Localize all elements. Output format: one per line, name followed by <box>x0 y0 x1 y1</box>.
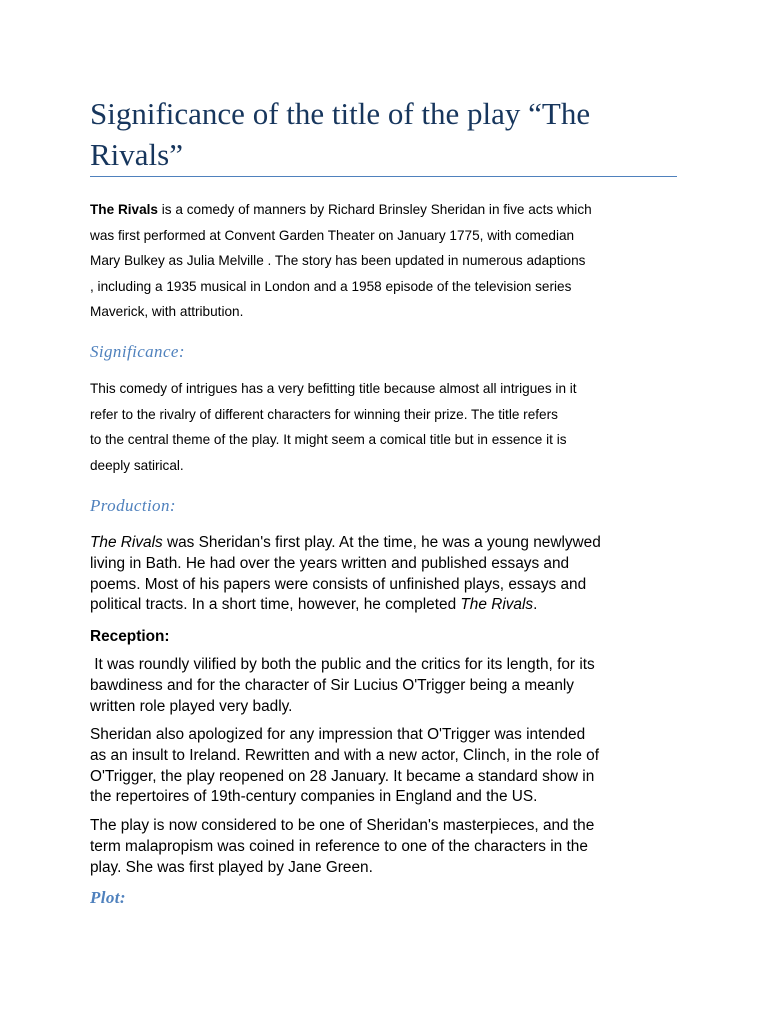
intro-line-2: was first performed at Convent Garden Theater on January 1775, with comedian <box>90 227 575 243</box>
intro-line-1 <box>90 197 690 223</box>
production-line-4 <box>90 595 690 616</box>
intro-line-5: Maverick, with attribution. <box>90 304 244 320</box>
reception-p2-line-4: the repertoires of 19th-century companies in England and the US. <box>90 788 538 806</box>
intro-bold-lead: The Rivals <box>90 202 158 217</box>
reception-p1-line-2: bawdiness and for the character of Sir Lucius O'Trigger being a meanly <box>90 676 575 694</box>
significance-line-2: refer to the rivalry of different characters for winning their prize. The title refers <box>90 406 558 422</box>
production-heading: Production: <box>90 496 176 515</box>
intro-paragraph <box>90 197 690 325</box>
intro-line-1-rest: is a comedy of manners by Richard Brinsley Sheridan in five acts which <box>158 202 592 217</box>
significance-paragraph <box>90 376 690 478</box>
production-paragraph <box>90 533 690 616</box>
production-line-1-rest: was Sheridan's first play. At the time, he was a young newlywed <box>162 534 601 551</box>
reception-paragraph-1 <box>90 655 690 717</box>
title-line-2: Rivals” <box>90 137 183 172</box>
production-line-4-start: political tracts. In a short time, however, he completed <box>90 596 461 614</box>
significance-heading: Significance: <box>90 342 185 361</box>
production-line-4-italic: The Rivals <box>460 596 534 614</box>
intro-line-3: Mary Bulkey as Julia Melville . The story has been updated in numerous adaptions <box>90 253 586 269</box>
reception-p2-line-1: Sheridan also apologized for any impression that O'Trigger was intended <box>90 726 586 743</box>
reception-p1-line-3: written role played very badly. <box>90 697 293 715</box>
significance-line-3: to the central theme of the play. It might seem a comical title but in essence it is <box>90 432 567 448</box>
reception-paragraph-3 <box>90 816 690 878</box>
plot-heading: Plot: <box>90 888 126 907</box>
reception-p1-line-1: It was roundly vilified by both the public and the critics for its length, for its <box>90 656 595 673</box>
reception-heading: Reception: <box>90 628 170 645</box>
significance-line-4: deeply satirical. <box>90 457 184 473</box>
intro-line-4: , including a 1935 musical in London and a 1958 episode of the television series <box>90 278 572 294</box>
reception-p2-line-3: O'Trigger, the play reopened on 28 January. It became a standard show in <box>90 767 595 785</box>
reception-p3-line-1: The play is now considered to be one of Sheridan's masterpieces, and the <box>90 817 595 834</box>
production-italic-title: The Rivals <box>90 534 163 551</box>
production-line-3: poems. Most of his papers were consists of unfinished plays, essays and <box>90 575 587 593</box>
title-line-1: Significance of the title of the play “The <box>90 96 591 131</box>
reception-p3-line-2: term malapropism was coined in reference to one of the characters in the <box>90 837 588 855</box>
reception-p3-line-3: play. She was first played by Jane Green. <box>90 858 373 876</box>
reception-p2-line-2: as an insult to Ireland. Rewritten and with a new actor, Clinch, in the role of <box>90 746 600 764</box>
production-line-2: living in Bath. He had over the years written and published essays and <box>90 554 570 572</box>
production-line-4-end: . <box>533 596 538 614</box>
production-line-1 <box>90 533 690 554</box>
significance-line-1: This comedy of intrigues has a very befitting title because almost all intrigues in it <box>90 381 577 396</box>
title-divider <box>90 176 677 177</box>
page-title <box>90 93 690 175</box>
reception-paragraph-2 <box>90 725 690 808</box>
